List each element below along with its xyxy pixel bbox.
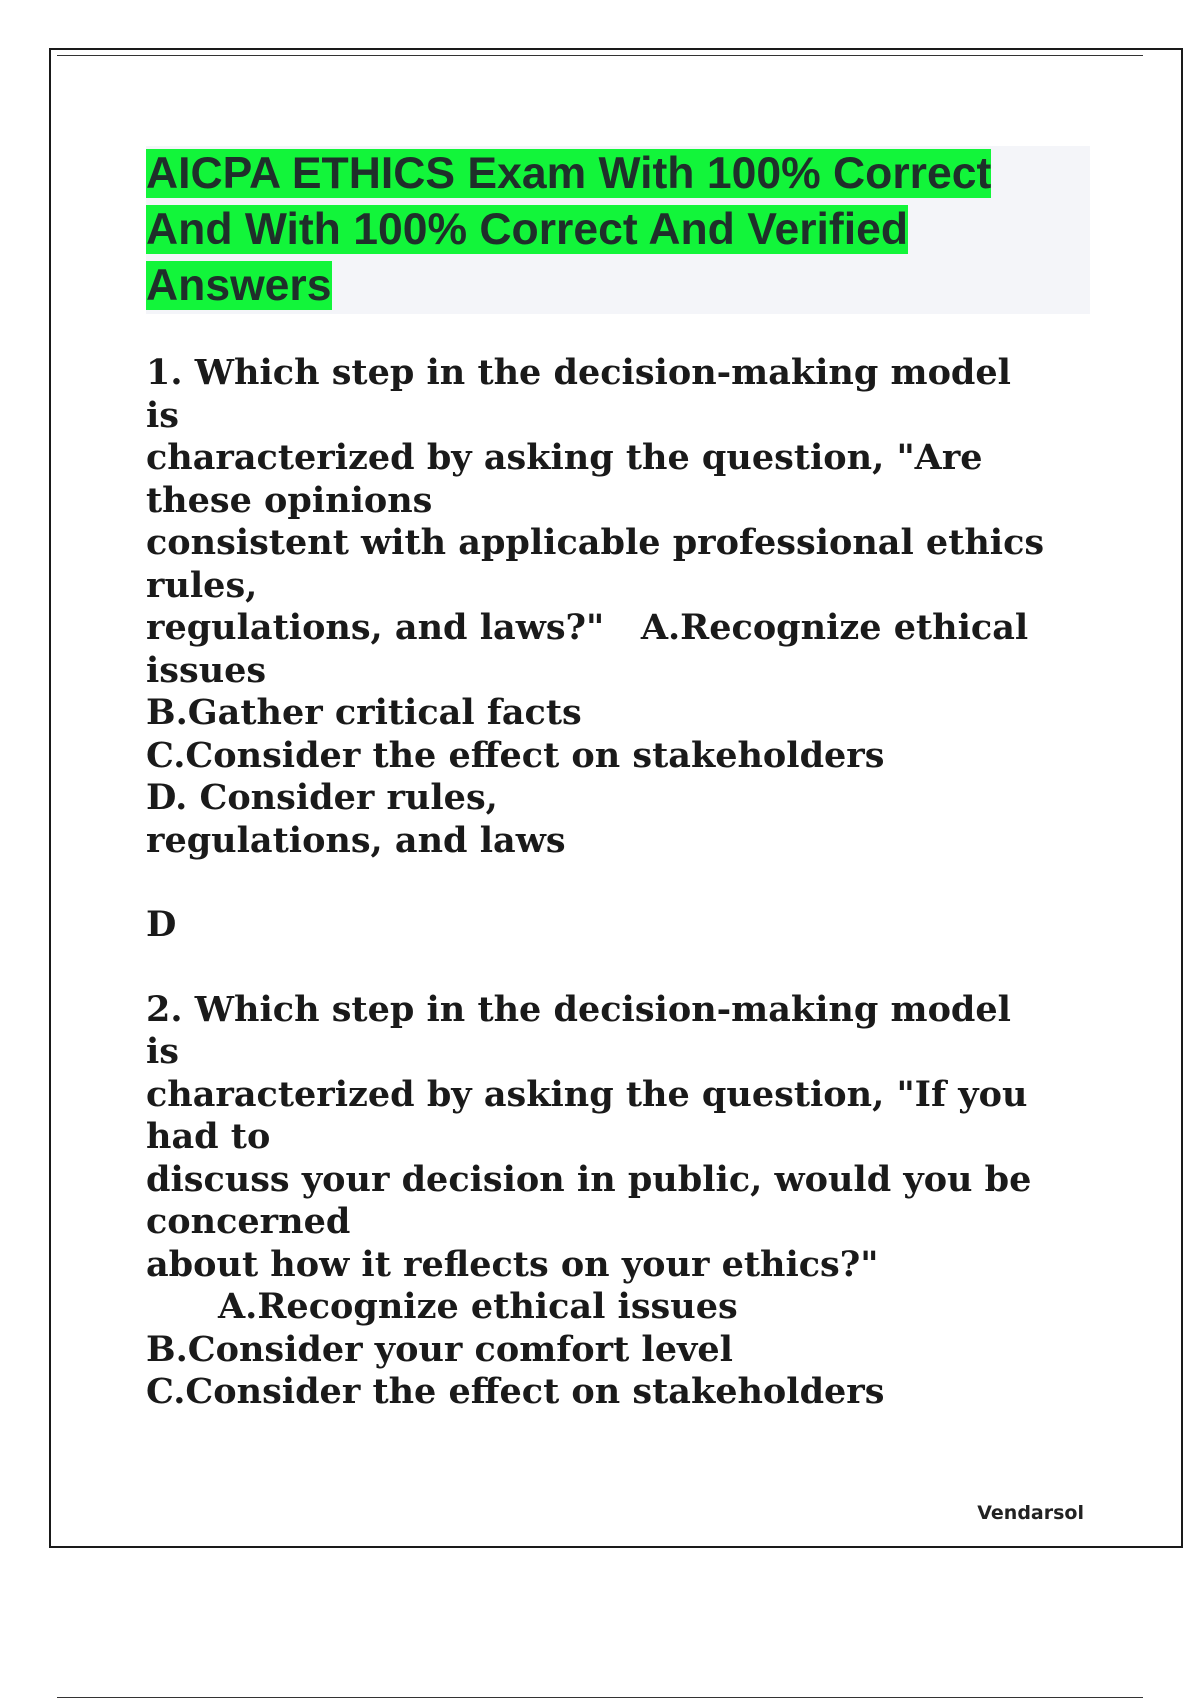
question-line: 2. Which step in the decision-making model [146,988,1011,1030]
question-line: characterized by asking the question, "If you [146,1073,1028,1115]
question-line: discuss your decision in public, would you be [146,1158,1032,1200]
question-line: rules, [146,564,258,606]
question-2 [146,989,1090,1414]
top-rule [57,55,1143,56]
title-line: And With 100% Correct And Verified [146,205,908,254]
footer-brand: Vendarsol [977,1502,1084,1524]
option-b: B.Gather critical facts [146,692,582,733]
title-line: AICPA ETHICS Exam With 100% Correct [146,149,992,198]
option-c: C.Consider the effect on stakeholders [146,734,885,776]
option-b: B.Consider your comfort level [146,1328,733,1370]
question-line: is [146,394,180,436]
option-a: A.Recognize ethical issues [218,1286,738,1327]
option-c: C.Consider the effect on stakeholders [146,1371,885,1412]
question-line: had to [146,1116,271,1157]
question-line: concerned [146,1201,351,1242]
question-line: is [146,1031,180,1072]
question-line: consistent with applicable professional ethics [146,522,1045,563]
question-line: regulations, and laws?" A.Recognize ethical [146,607,1029,648]
question-1 [146,352,1090,947]
option-d: D. Consider rules, [146,777,498,818]
document-content [146,146,1090,1414]
question-line: characterized by asking the question, "Are [146,437,983,478]
option-d: regulations, and laws [146,819,566,861]
question-line: issues [146,649,267,691]
bottom-rule [57,1697,1143,1698]
answer-1: D [146,904,177,945]
title-line: Answers [146,261,332,310]
document-title [146,146,1090,314]
question-line: about how it reflects on your ethics?" [146,1243,879,1285]
question-line: 1. Which step in the decision-making model [146,352,1011,393]
question-line: these opinions [146,479,433,521]
